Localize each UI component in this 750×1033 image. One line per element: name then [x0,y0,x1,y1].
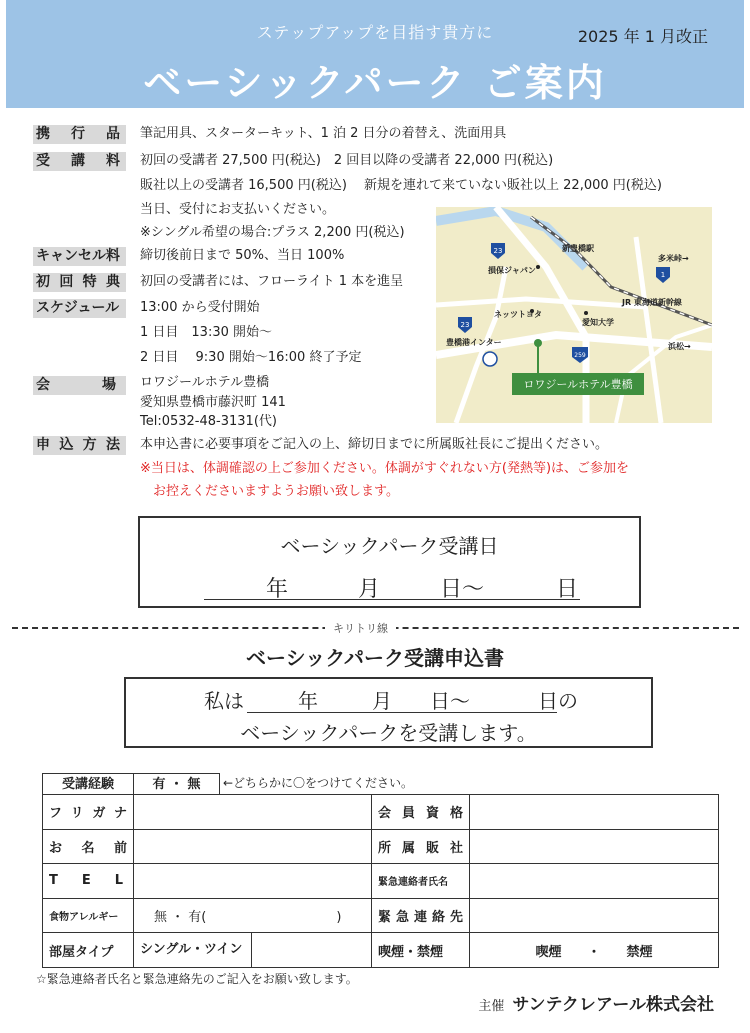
emergency-name-label: 緊急連絡者氏名 [372,864,470,899]
pledge-box [124,677,653,748]
name-label: お 名 前 [43,829,134,864]
cut-line-label: キリトリ線 [325,620,396,636]
tel-label: T E L [43,864,134,899]
revision-date: 2025 年 1 月改正 [577,27,708,46]
day-end-label: 日 [556,577,579,602]
svg-text:23: 23 [493,247,503,255]
day-label: 日～ [440,577,485,602]
map-label: 多米峠→ [658,254,689,263]
hotel-label: ロワジールホテル豊橋 [523,378,633,391]
warning-line: ※当日は、体調確認の上ご参加ください。体調がすぐれない方(発熱等)は、ご参加を [140,461,630,476]
attendance-date-box [138,516,641,608]
tel-field[interactable] [134,864,372,899]
fee-line: 初回の受講者 27,500 円(税込) 2 回目以降の受講者 22,000 円(税込) [140,153,554,168]
company-field[interactable] [470,829,719,864]
year-label: 年 [266,577,289,602]
venue-line: 愛知県豊橋市藤沢町 141 [140,395,286,410]
bonus-value: 初回の受講者には、フローライト 1 本を進呈 [140,274,404,289]
svg-text:1: 1 [660,271,666,279]
experience-row [42,773,413,795]
pledge-month: 月 [372,689,392,713]
pledge-date-field[interactable] [247,712,557,713]
room-type-label: 部屋タイプ [43,933,134,968]
application-form-table [42,794,719,968]
map-label: 損保ジャパン [488,266,536,275]
emergency-name-field[interactable] [470,864,719,899]
table-row [43,829,719,864]
room-type-cell [134,933,372,968]
map-label: ネッツトヨタ [494,310,542,319]
venue-line: Tel:0532-48-3131(代) [140,414,277,429]
schedule-line: 2 日目 9:30 開始～16:00 終了予定 [140,350,362,365]
map-road [436,299,646,307]
pledge-prefix: 私は [204,689,244,713]
fee-line: 当日、受付にお支払いください。 [140,202,336,217]
warning-line: お控えくださいますようお願い致します。 [140,484,399,499]
header-subtitle: ステップアップを目指す貴方に [256,23,494,42]
map-road [636,237,661,423]
smoking-options[interactable]: 喫煙 ・ 禁煙 [470,933,719,968]
schedule-line: 13:00 から受付開始 [140,300,260,315]
emergency-contact-field[interactable] [470,898,719,933]
experience-hint: ←どちらかに〇をつけてください。 [223,776,414,790]
room-type-options[interactable]: シングル・ツイン [134,933,252,967]
membership-field[interactable] [470,795,719,830]
ic-marker [483,352,497,366]
smoking-label: 喫煙・禁煙 [372,933,470,968]
pledge-year: 年 [298,689,318,713]
map-label: 新豊橋駅 [562,244,594,253]
cancel-label: キャンセル料 [33,247,126,266]
apply-label: 申 込 方 法 [33,436,126,455]
venue-line: ロワジールホテル豊橋 [140,375,270,390]
header-banner [6,0,744,108]
pledge-day-end: 日の [538,689,578,713]
membership-label: 会 員 資 格 [372,795,470,830]
emergency-contact-label: 緊 急 連 絡 先 [372,898,470,933]
sponsor-prefix: 主催 [478,999,505,1014]
allergy-label: 食物アレルギー [43,898,134,933]
fee-label: 受 講 料 [33,152,126,171]
cancel-value: 締切後前日まで 50%、当日 100% [140,248,345,263]
svg-text:259: 259 [574,352,586,359]
items-value: 筆記用具、スターターキット、1 泊 2 日分の着替え、洗面用具 [140,126,507,141]
fee-line: 販社以上の受講者 16,500 円(税込) 新規を連れて来ていない販社以上 22,000 円(税込) [140,178,662,193]
furigana-field[interactable] [134,795,372,830]
company-label: 所 属 販 社 [372,829,470,864]
name-field[interactable] [134,829,372,864]
footnote: ☆緊急連絡者氏名と緊急連絡先のご記入をお願い致します。 [36,972,358,986]
apply-value: 本申込書に必要事項をご記入の上、締切日までに所属販社長にご提出ください。 [140,437,609,452]
schedule-line: 1 日目 13:30 開始～ [140,325,272,340]
sponsor-name: サンテクレアール株式会社 [512,995,714,1015]
experience-options[interactable]: 有 ・ 無 [134,773,220,795]
route-1-shield [656,267,670,283]
map-label: 愛知大学 [582,318,614,327]
attendance-date-line[interactable] [204,572,580,600]
table-row [43,864,719,899]
fee-line: ※シングル希望の場合:プラス 2,200 円(税込) [140,225,405,240]
schedule-label: スケジュール [33,299,126,318]
sponsor [478,990,714,1015]
furigana-label: フ リ ガ ナ [43,795,134,830]
table-row [43,898,719,933]
attendance-date-title: ベーシックパーク受講日 [280,534,499,558]
svg-text:23: 23 [460,321,470,329]
map-label: JR 東海道新幹線 [622,298,682,307]
experience-label: 受講経験 [42,773,134,795]
room-type-field[interactable] [252,933,371,967]
venue-label: 会 場 [33,376,126,395]
route-23-shield [458,317,472,333]
map-label: 豊橋港インター [446,338,502,347]
pledge-line2: ベーシックパークを受講します。 [240,721,537,745]
page-title: ベーシックパーク ご案内 [143,61,607,105]
map-river [436,211,586,267]
map-graphic [436,207,712,423]
venue-map [436,207,712,423]
table-row [43,795,719,830]
map-label: 浜松→ [668,342,691,351]
pledge-day: 日～ [430,689,470,713]
bonus-label: 初 回 特 典 [33,273,126,292]
form-title: ベーシックパーク受講申込書 [246,646,504,670]
route-23-shield [491,243,505,259]
table-row [43,933,719,968]
allergy-field[interactable]: 無 ・ 有( ) [134,898,372,933]
month-label: 月 [358,577,381,602]
items-label: 携 行 品 [33,125,126,144]
